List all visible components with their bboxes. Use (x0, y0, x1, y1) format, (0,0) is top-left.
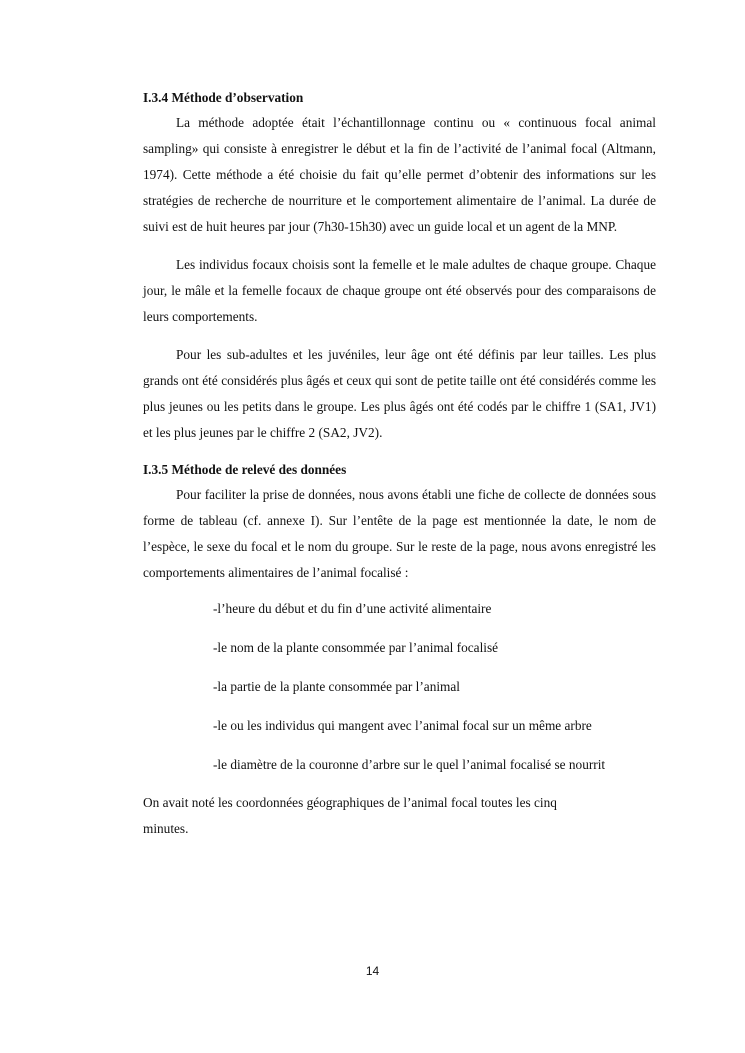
list-item: -la partie de la plante consommée par l’animal (213, 679, 460, 694)
body-paragraph: Pour les sub-adultes et les juvéniles, leur âge ont été définis par leur tailles. Les plus grands ont été considérés plus âgés et ceux qui sont de petite taille ont été considérés comme les plus jeunes ou les petits dans le groupe. Les plus âgés ont été codés par le chiffre 1 (SA1, JV1) et les plus jeunes par le chiffre 2 (SA2, JV2). (143, 347, 656, 440)
body-paragraph: La méthode adoptée était l’échantillonnage continu ou « continuous focal animal sampling» qui consiste à enregistrer le début et la fin de l’activité de l’animal focal (Altmann, 1974). Cette méthode a été choisie du fait qu’elle permet d’obtenir des informations sur les stratégies de recherche de nourriture et le comportement alimentaire de l’animal. La durée de suivi est de huit heures par jour (7h30-15h30) avec un guide local et un agent de la MNP. (143, 115, 656, 234)
section-heading: I.3.4 Méthode d’observation (143, 90, 304, 105)
page-number: 14 (365, 964, 380, 978)
data-fields-list (143, 596, 656, 778)
closing-line: minutes. (143, 821, 189, 836)
body-paragraph: Les individus focaux choisis sont la femelle et le male adultes de chaque groupe. Chaque jour, le mâle et la femelle focaux de chaque groupe ont été observés pour des comparaisons de leurs comportements. (143, 257, 656, 324)
list-item: -l’heure du début et du fin d’une activité alimentaire (213, 601, 492, 616)
list-item: -le ou les individus qui mangent avec l’animal focal sur un même arbre (213, 718, 592, 733)
list-item: -le nom de la plante consommée par l’animal focalisé (213, 640, 499, 655)
list-item: -le diamètre de la couronne d’arbre sur le quel l’animal focalisé se nourrit (213, 757, 606, 772)
body-paragraph: Pour faciliter la prise de données, nous avons établi une fiche de collecte de données sous forme de tableau (cf. annexe I). Sur l’entête de la page est mentionnée la date, le nom de l’espèce, le sexe du focal et le nom du groupe. Sur le reste de la page, nous avons enregistré les comportements alimentaires de l’animal focalisé : (143, 487, 656, 580)
page-content (143, 86, 656, 842)
section-heading: I.3.5 Méthode de relevé des données (143, 462, 347, 477)
closing-line: On avait noté les coordonnées géographiques de l’animal focal toutes les cinq (143, 795, 557, 810)
